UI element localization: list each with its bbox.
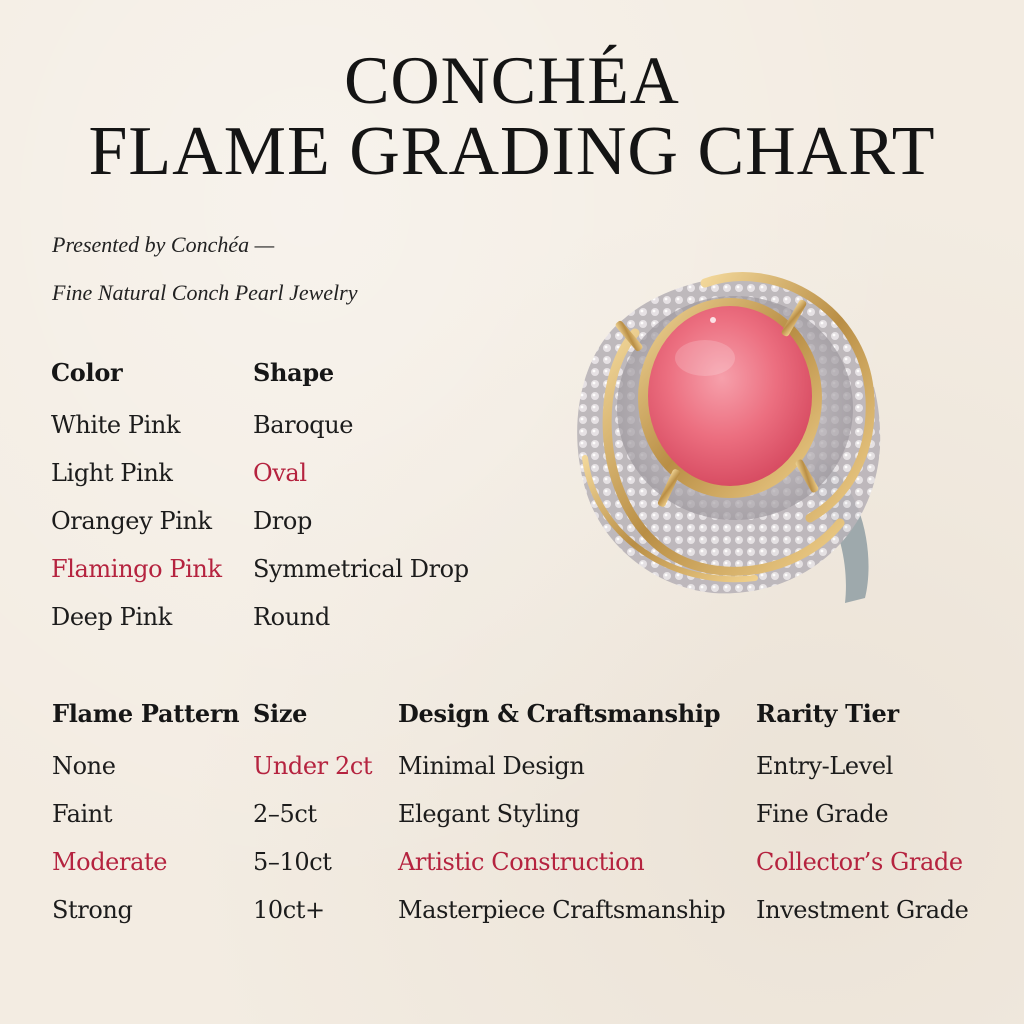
size-header: Size <box>253 699 308 728</box>
size-item-2-5ct: 2–5ct <box>253 800 317 828</box>
color-item-deep-pink: Deep Pink <box>51 603 172 631</box>
color-item-orangey-pink: Orangey Pink <box>51 507 212 535</box>
design-column <box>398 697 725 941</box>
rarity-header: Rarity Tier <box>756 699 899 728</box>
design-item-elegant: Elegant Styling <box>398 800 580 828</box>
rarity-item-fine-grade: Fine Grade <box>756 800 889 828</box>
flame-item-faint: Faint <box>52 800 113 828</box>
flame-pattern-column <box>52 697 239 941</box>
brand-title: CONCHÉA <box>344 42 680 118</box>
subtitle-tagline: Fine Natural Conch Pearl Jewelry <box>52 280 358 305</box>
design-item-masterpiece: Masterpiece Craftsmanship <box>398 896 726 924</box>
flame-item-moderate: Moderate <box>52 848 168 876</box>
shape-item-oval: Oval <box>253 459 307 487</box>
design-item-artistic: Artistic Construction <box>398 848 645 876</box>
design-header: Design & Craftsmanship <box>398 699 721 728</box>
subtitle-presented-by: Presented by Conchéa — <box>52 232 275 257</box>
rarity-column <box>756 697 968 941</box>
rarity-item-investment-grade: Investment Grade <box>756 896 969 924</box>
shape-item-round: Round <box>253 603 330 631</box>
color-header: Color <box>51 358 123 387</box>
rarity-item-collectors-grade: Collector’s Grade <box>756 848 963 876</box>
size-item-5-10ct: 5–10ct <box>253 848 332 876</box>
color-column <box>51 356 222 648</box>
rarity-item-entry-level: Entry-Level <box>756 752 893 780</box>
size-item-10ct-plus: 10ct+ <box>253 896 325 924</box>
shape-item-baroque: Baroque <box>253 411 354 439</box>
shape-column <box>253 356 469 648</box>
flame-item-strong: Strong <box>52 896 133 924</box>
color-item-white-pink: White Pink <box>51 411 181 439</box>
color-item-light-pink: Light Pink <box>51 459 173 487</box>
size-column <box>253 697 372 941</box>
shape-item-symmetrical-drop: Symmetrical Drop <box>253 555 469 583</box>
size-item-under-2ct: Under 2ct <box>253 752 373 780</box>
flame-pattern-header: Flame Pattern <box>52 699 240 728</box>
shape-header: Shape <box>253 358 334 387</box>
color-item-flamingo-pink: Flamingo Pink <box>51 555 222 583</box>
conch-pearl-ring-icon <box>565 258 895 608</box>
flame-item-none: None <box>52 752 116 780</box>
chart-title: FLAME GRADING CHART <box>88 113 936 190</box>
shape-item-drop: Drop <box>253 507 312 535</box>
design-item-minimal: Minimal Design <box>398 752 585 780</box>
